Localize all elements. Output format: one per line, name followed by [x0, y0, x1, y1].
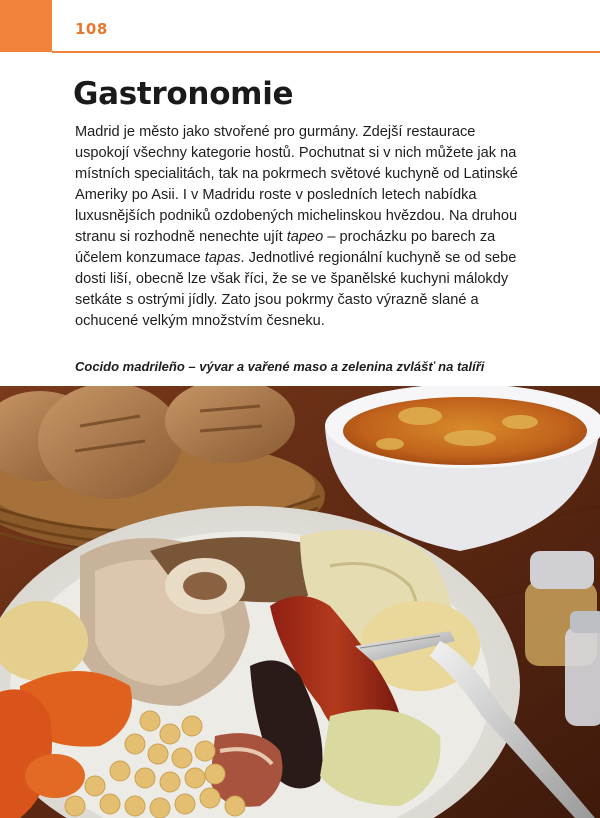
body-paragraph — [75, 122, 520, 332]
term-tapeo: tapeo — [286, 229, 324, 245]
photo-caption: Cocido madrileño – vývar a vařené maso a zelenina zvlášť na talíři — [75, 359, 485, 374]
page-corner-tab — [0, 0, 52, 52]
food-photo — [0, 386, 600, 818]
header-rule — [52, 51, 600, 53]
body-text-part: Madrid je město jako stvořené pro gurmány. Zdejší restaurace uspokojí všechny kategorie hostů. Pochutnat si v nich můžete jak na místních specialitách, tak na pokrmech světové kuchyně od Latinské Ameriky po Asii. I v Madridu roste v posledních letech nabídka luxusnějších podniků ozdobených michelinskou hvězdou. Na druhou stranu si rozhodně nenechte ujít — [75, 124, 518, 245]
body-text-part: . Jednotlivé regionální kuchyně se od sebe dosti liší, obecně lze však říci, že se ve španělské kuchyni málokdy setkáte s ostrými jídly. Zato jsou pokrmy často výrazně slané a ochucené velkým množstvím česneku. — [75, 250, 517, 329]
body-text-part: – procházku po barech za účelem konzumace — [75, 229, 496, 266]
page-title: Gastronomie — [73, 76, 294, 112]
page-number: 108 — [75, 20, 108, 38]
term-tapas: tapas — [204, 250, 241, 266]
